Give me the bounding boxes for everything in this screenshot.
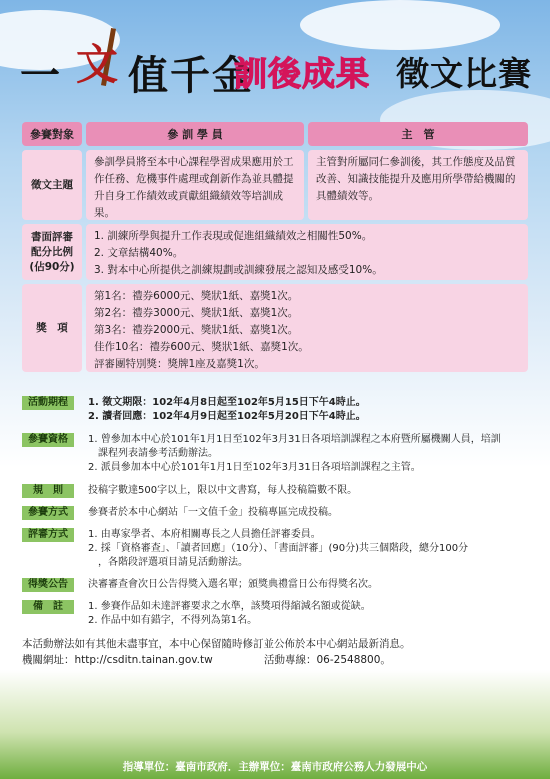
title-zhiqianjin: 值千金 [128,52,254,99]
section-text [88,600,540,628]
section-line: 2. 讀者回應：102年4月9日起至102年5月20日下午4時止。 [88,411,366,422]
score-label-line: (佔90分) [29,260,75,273]
score-item: 2. 文章結構40%。 [94,247,184,259]
section-tag: 規 則 [22,484,74,498]
award-item: 評審團特別獎：獎牌1座及嘉獎1次。 [94,358,265,370]
header-supervisor: 主 管 [308,122,528,146]
section-text [88,433,540,475]
section-text [88,396,540,424]
section-line: ，各階段評選項目請見活動辦法。 [88,557,248,568]
section-line: 1. 徵文期限：102年4月8日起至102年5月15日下午4時止。 [88,397,366,408]
score-label [22,224,82,280]
award-item: 佳作10名：禮券600元、獎狀1紙、嘉獎1次。 [94,341,309,353]
section-tag: 備 註 [22,600,74,614]
theme-supervisor: 主管對所屬同仁參訓後，其工作態度及品質改善、知識技能提升及應用所學帶給機關的具體績效等。 [308,150,528,220]
award-item: 第3名：禮券2000元、獎狀1紙、嘉獎1次。 [94,324,299,336]
score-label-line: 配分比例 [31,245,73,258]
section-line: 1. 參賽作品如未達評審要求之水準，該獎項得縮減名額或從缺。 [88,601,371,612]
section-text [88,506,540,520]
score-items [86,224,528,280]
score-label-line: 書面評審 [31,230,73,243]
section-tag: 評審方式 [22,528,74,542]
section-text [88,578,540,592]
score-item: 1. 訓練所學與提升工作表現或促進組織績效之相關性50%。 [94,230,373,242]
section-remarks [22,600,532,630]
section-line: 1. 由專家學者、本府相關專長之人員擔任評審委員。 [88,529,321,540]
section-method [22,506,532,522]
section-line: 2. 派員參加本中心於101年1月1日至102年3月31日各項培訓課程之主管。 [88,462,421,473]
theme-trainee: 參訓學員將至本中心課程學習成果應用於工作任務、危機事件處理或創新作為並具體提升自身工作績效或貢獻組織績效等培訓成果。 [86,150,304,220]
section-tag: 參賽方式 [22,506,74,520]
section-text [88,484,540,498]
header-trainee: 參 訓 學 員 [86,122,304,146]
title-char-yi: 一 [20,52,60,99]
title-char-wen: 文 [76,40,119,89]
section-line: 課程列表請參考活動辦法。 [88,448,218,459]
section-line: 2. 作品中如有錯字，不得列為第1名。 [88,615,258,626]
score-item: 3. 對本中心所提供之訓練規劃或訓練發展之認知及感受10%。 [94,264,383,276]
section-line: 參賽者於本中心網站「一文值千金」投稿專區完成投稿。 [88,507,338,518]
award-item: 第2名：禮券3000元、獎狀1紙、嘉獎1次。 [94,307,299,319]
section-tag: 參賽資格 [22,433,74,447]
section-eligibility [22,433,532,477]
section-rules [22,484,532,500]
title-chengguo: 成果 [302,54,370,93]
title-houxun: 訓後 [234,54,302,93]
section-judging [22,528,532,572]
footer-website[interactable]: 機關網址：http://csditn.tainan.gov.tw [22,654,213,666]
section-tag: 活動期程 [22,396,74,410]
section-schedule [22,396,532,426]
award-item: 第1名：禮券6000元、獎狀1紙、嘉獎1次。 [94,290,299,302]
title-contest: 徵文比賽 [396,54,532,93]
poster-title [20,28,540,98]
section-text [88,528,540,570]
title-highlight [234,48,370,95]
footer-phone: 活動專線：06-2548800。 [264,654,391,666]
section-announcement [22,578,532,594]
theme-label: 徵文主題 [22,150,82,220]
header-target: 參賽對象 [22,122,82,146]
organizer-bar: 指導單位：臺南市政府．主辦單位：臺南市政府公務人力發展中心 [122,761,428,773]
award-items [86,284,528,372]
footer-note: 本活動辦法如有其他未盡事宜，本中心保留隨時修訂並公佈於本中心網站最新消息。 [22,638,411,650]
section-line: 1. 曾參加本中心於101年1月1日至102年3月31日各項培訓課程之本府暨所屬機關人員，培訓 [88,434,501,445]
section-line: 投稿字數達500字以上，限以中文書寫，每人投稿篇數不限。 [88,485,358,496]
section-line: 2. 採「資格審查」、「讀者回應」（10分）、「書面評審」(90分)共三個階段，總分100分 [88,543,469,554]
section-tag: 得獎公告 [22,578,74,592]
award-label: 獎 項 [22,284,82,372]
section-line: 決審審查會次日公告得獎入選名單；頒獎典禮當日公布得獎名次。 [88,579,378,590]
